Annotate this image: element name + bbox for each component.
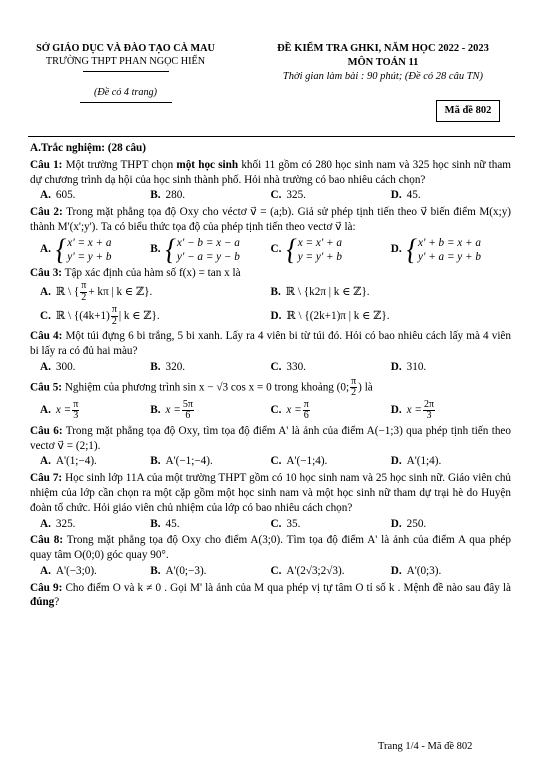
question-9 [30, 581, 511, 611]
answers-q5 [30, 400, 511, 422]
answers-q2 [30, 232, 511, 266]
equation-row: x' − b = x − a [176, 236, 240, 249]
answer-letter: A. [40, 243, 51, 256]
answer-text: A'(−1;−4). [165, 455, 213, 468]
question-text: Một túi đựng 6 bi trắng, 5 bi xanh. Lấy ra 4 viên bi từ túi đó. Hỏi có bao nhiêu cách lấy mà 4 viên bi lấy ra có đủ hai màu? [30, 330, 511, 358]
answer-text: A'(1;4). [406, 455, 442, 468]
answer-text: | k ∈ ℤ}. [118, 310, 160, 323]
question-label: Câu 6: [30, 424, 63, 437]
question-emphasis: đúng [30, 596, 55, 609]
fraction [80, 281, 87, 303]
answer-text: 330. [286, 361, 306, 374]
answer-option[interactable] [271, 564, 391, 579]
answer-option[interactable] [271, 285, 512, 300]
answer-letter: A. [40, 564, 51, 577]
equation-row: y' = y + b [67, 250, 112, 263]
fraction [182, 400, 194, 422]
answer-letter: B. [150, 361, 161, 374]
answer-letter: A. [40, 361, 51, 374]
numerator: 2π [423, 398, 435, 410]
question-text: khối 11 gồm có 280 học sinh nam và 325 học sinh nữ tham dự chương trình dạ hội của học sinh thành phố. Hỏi nhà trường có bao nhiêu cách chọn? [30, 158, 512, 186]
section-title: A.Trắc nghiệm: (28 câu) [30, 142, 146, 154]
answer-option[interactable] [30, 454, 150, 469]
equation-row: x = x' + a [297, 236, 343, 249]
answers-q1 [30, 188, 511, 203]
answers-q7 [30, 517, 511, 532]
answer-option[interactable] [30, 517, 150, 532]
answer-option[interactable] [271, 309, 512, 324]
denominator: 6 [303, 410, 309, 422]
answers-q8 [30, 564, 511, 579]
numerator: 5π [182, 398, 193, 410]
answer-letter: B. [270, 286, 281, 299]
answer-text: 605. [55, 189, 76, 202]
numerator: π [303, 398, 309, 410]
school-name: TRƯỜNG THPT PHAN NGỌC HIỂN [45, 56, 206, 68]
question-label: Câu 4: [30, 330, 63, 343]
answers-q6 [30, 454, 511, 469]
question-label: Câu 8: [30, 534, 64, 547]
denominator: 2 [351, 387, 357, 399]
answer-text: x = [406, 404, 422, 417]
fraction [350, 377, 357, 399]
fraction [303, 400, 310, 422]
equation-system [165, 232, 240, 266]
answer-letter: B. [150, 404, 161, 417]
question-text: Trong mặt phẳng tọa độ Oxy, tìm tọa độ điểm A' là ảnh của điểm A(−1;3) qua phép tịnh tiến theo vectơ v⃗ = (2;1). [30, 424, 511, 452]
question-label: Câu 3: [30, 266, 63, 279]
brace-icon: { [165, 232, 176, 266]
answers-q3-row1 [30, 281, 511, 303]
answer-letter: C. [270, 564, 282, 577]
question-text: ? [54, 596, 60, 609]
exam-code-box: Mã đề 802 [436, 100, 500, 122]
answer-option[interactable] [391, 454, 511, 469]
denominator: 3 [73, 410, 79, 422]
equation-system [286, 232, 343, 266]
answer-option[interactable] [271, 517, 391, 532]
exam-title: ĐỀ KIỂM TRA GHKI, NĂM HỌC 2022 - 2023 [277, 43, 489, 54]
fraction [423, 400, 435, 422]
header-left [28, 42, 223, 103]
answer-text: ℝ \ {k2π | k ∈ ℤ}. [285, 286, 370, 299]
denominator: 2 [111, 315, 117, 327]
denominator: 3 [426, 410, 432, 422]
question-8 [30, 533, 511, 563]
answer-text: 45. [165, 517, 180, 530]
question-text: Trong mặt phẳng tọa độ Oxy cho điểm A(3;0). Tìm tọa độ điểm A' là ảnh của điểm A qua phép quay tâm O(0;0) góc quay 90°. [30, 534, 511, 562]
question-text: Nghiệm của phương trình sin x − √3 cos x = 0 trong khoảng (0; [64, 381, 350, 394]
answer-letter: C. [270, 455, 282, 468]
question-text: Một trường THPT chọn [65, 158, 177, 171]
subject-title: MÔN TOÁN 11 [347, 56, 419, 68]
answer-letter: B. [150, 189, 161, 202]
header-right [253, 42, 513, 84]
answer-text: ℝ \ {(4k+1) [55, 310, 110, 323]
answer-option[interactable] [271, 188, 391, 203]
answer-letter: D. [390, 517, 402, 530]
answer-option[interactable] [391, 360, 511, 375]
answer-option[interactable] [271, 400, 391, 422]
answer-text: 300. [55, 361, 76, 374]
brace-icon: { [406, 232, 418, 266]
answer-option[interactable] [30, 281, 271, 303]
answer-letter: C. [270, 189, 282, 202]
pages-note: (Đề có 4 trang) [93, 86, 158, 98]
brace-icon: { [286, 232, 297, 266]
answer-text: 325. [286, 189, 306, 202]
answer-option[interactable] [270, 232, 391, 266]
main-divider [28, 136, 515, 137]
question-4 [30, 329, 511, 359]
numerator: π [73, 398, 79, 410]
answer-letter: D. [390, 243, 402, 256]
answer-option[interactable] [30, 400, 150, 422]
answer-letter: A. [40, 189, 51, 202]
answer-option[interactable] [150, 454, 270, 469]
question-label: Câu 2: [30, 206, 63, 219]
answer-option[interactable] [271, 454, 391, 469]
answer-text: A'(1;−4). [55, 455, 97, 468]
answer-letter: A. [40, 286, 51, 299]
equation-row: y = y' + b [297, 250, 343, 263]
answer-letter: D. [390, 404, 402, 417]
equation-system [55, 232, 112, 266]
fraction [111, 305, 118, 327]
answer-text: A'(−1;4). [286, 455, 328, 468]
answer-text: A'(0;3). [406, 564, 442, 577]
answer-text: A'(−3;0). [55, 564, 97, 577]
answer-letter: A. [40, 404, 51, 417]
answer-letter: D. [390, 189, 402, 202]
question-emphasis: một học sinh [176, 158, 239, 171]
question-label: Câu 7: [30, 472, 63, 485]
answer-option[interactable] [150, 564, 270, 579]
answer-text: + kπ | k ∈ ℤ}. [88, 286, 153, 299]
question-text: M(x;y) thành M'(x';y'). Ta có biểu thức tọa độ của phép tịnh tiến theo vectơ v⃗ là: [30, 206, 512, 233]
page-footer: Trang 1/4 - Mã đề 802 [378, 741, 473, 752]
answer-text: 310. [406, 361, 427, 374]
question-6 [30, 424, 511, 454]
numerator: π [81, 280, 87, 292]
question-1 [30, 158, 511, 188]
answer-text: x = [55, 404, 72, 417]
answer-text: A'(0;−3). [165, 564, 207, 577]
question-label: Câu 1: [30, 158, 63, 171]
question-label: Câu 5: [30, 381, 63, 394]
answer-option[interactable] [30, 188, 150, 203]
answer-letter: D. [390, 361, 402, 374]
answer-option[interactable] [30, 232, 150, 266]
question-7 [30, 471, 511, 515]
answer-option[interactable] [391, 400, 511, 422]
time-note: Thời gian làm bài : 90 phút; (Đề có 28 câu TN) [282, 70, 484, 82]
denominator: 6 [185, 410, 191, 422]
answer-letter: C. [40, 310, 51, 323]
answer-letter: C. [270, 361, 282, 374]
question-2 [30, 205, 511, 235]
answer-letter: B. [150, 455, 161, 468]
answer-option[interactable] [390, 232, 511, 266]
answer-option[interactable] [30, 305, 271, 327]
question-text: ) là [358, 381, 373, 394]
answer-option[interactable] [150, 232, 270, 266]
department-name: SỞ GIÁO DỤC VÀ ĐÀO TẠO CÀ MAU [36, 43, 215, 54]
equation-row: y' − a = y − b [176, 250, 240, 263]
numerator: π [111, 304, 117, 316]
denominator: 2 [81, 291, 87, 303]
answer-text: 250. [406, 517, 427, 530]
answer-letter: C. [270, 517, 282, 530]
answer-option[interactable] [391, 188, 511, 203]
question-label: Câu 9: [30, 581, 63, 594]
pages-divider [80, 102, 172, 103]
answer-letter: B. [150, 564, 161, 577]
brace-icon: { [55, 232, 67, 266]
answer-option[interactable] [391, 517, 511, 532]
answer-text: A'(2√3;2√3). [286, 564, 345, 577]
answer-letter: B. [150, 517, 161, 530]
question-text: Cho điểm O và k ≠ 0 . Gọi M' là ảnh của M qua phép vị tự tâm O tỉ số k . Mệnh đề nào sau đây là [65, 581, 512, 594]
answer-option[interactable] [150, 188, 270, 203]
answer-text: 45. [406, 189, 421, 202]
answer-option[interactable] [30, 360, 150, 375]
answer-letter: D. [390, 455, 402, 468]
question-5 [30, 377, 511, 399]
answers-q4 [30, 360, 511, 375]
answer-text: ℝ \ {(2k+1)π | k ∈ ℤ}. [286, 310, 390, 323]
fraction [72, 400, 79, 422]
answer-option[interactable] [271, 360, 391, 375]
answer-letter: B. [150, 243, 161, 256]
answer-text: ℝ \ { [55, 286, 80, 299]
question-3 [30, 266, 511, 281]
header-divider [83, 71, 169, 72]
answer-letter: D. [390, 564, 402, 577]
question-text: Tập xác định của hàm số f(x) = tan x là [64, 266, 241, 279]
answer-letter: C. [270, 243, 282, 256]
answer-letter: D. [270, 310, 282, 323]
equation-row: x' = x + a [67, 236, 112, 249]
answer-text: x = [165, 404, 181, 417]
answer-option[interactable] [150, 517, 270, 532]
answers-q3-row2 [30, 305, 511, 327]
answer-option[interactable] [150, 360, 270, 375]
question-text: Học sinh lớp 11A của một trường THPT gồm có 10 học sinh nam và 25 học sinh nữ. Giáo viên chủ nhiệm của lớp cần chọn ra một cặp gồm một học sinh nam và một học sinh nữ tham dự trại hè do Huyện đoàn tổ chức. Hỏi giáo viên chủ nhiệm của lớp có bao nhiêu cách chọn? [30, 472, 512, 514]
answer-letter: C. [270, 404, 282, 417]
answer-text: 35. [286, 517, 301, 530]
answer-option[interactable] [391, 564, 511, 579]
answer-option[interactable] [30, 564, 150, 579]
answer-text: x = [286, 404, 302, 417]
question-list [30, 141, 511, 610]
answer-letter: A. [40, 517, 51, 530]
question-text: Trong mặt phẳng tọa độ Oxy cho véctơ v⃗ = (a;b). Giả sử phép tịnh tiến theo v⃗ biến điểm [66, 206, 476, 219]
equation-row: y' + a = y + b [418, 250, 481, 263]
answer-text: 320. [165, 361, 186, 374]
equation-row: x' + b = x + a [418, 236, 481, 249]
answer-text: 280. [165, 189, 186, 202]
answer-option[interactable] [150, 400, 270, 422]
answer-text: 325. [55, 517, 76, 530]
answer-letter: A. [40, 455, 51, 468]
numerator: π [351, 375, 357, 387]
equation-system [406, 232, 481, 266]
